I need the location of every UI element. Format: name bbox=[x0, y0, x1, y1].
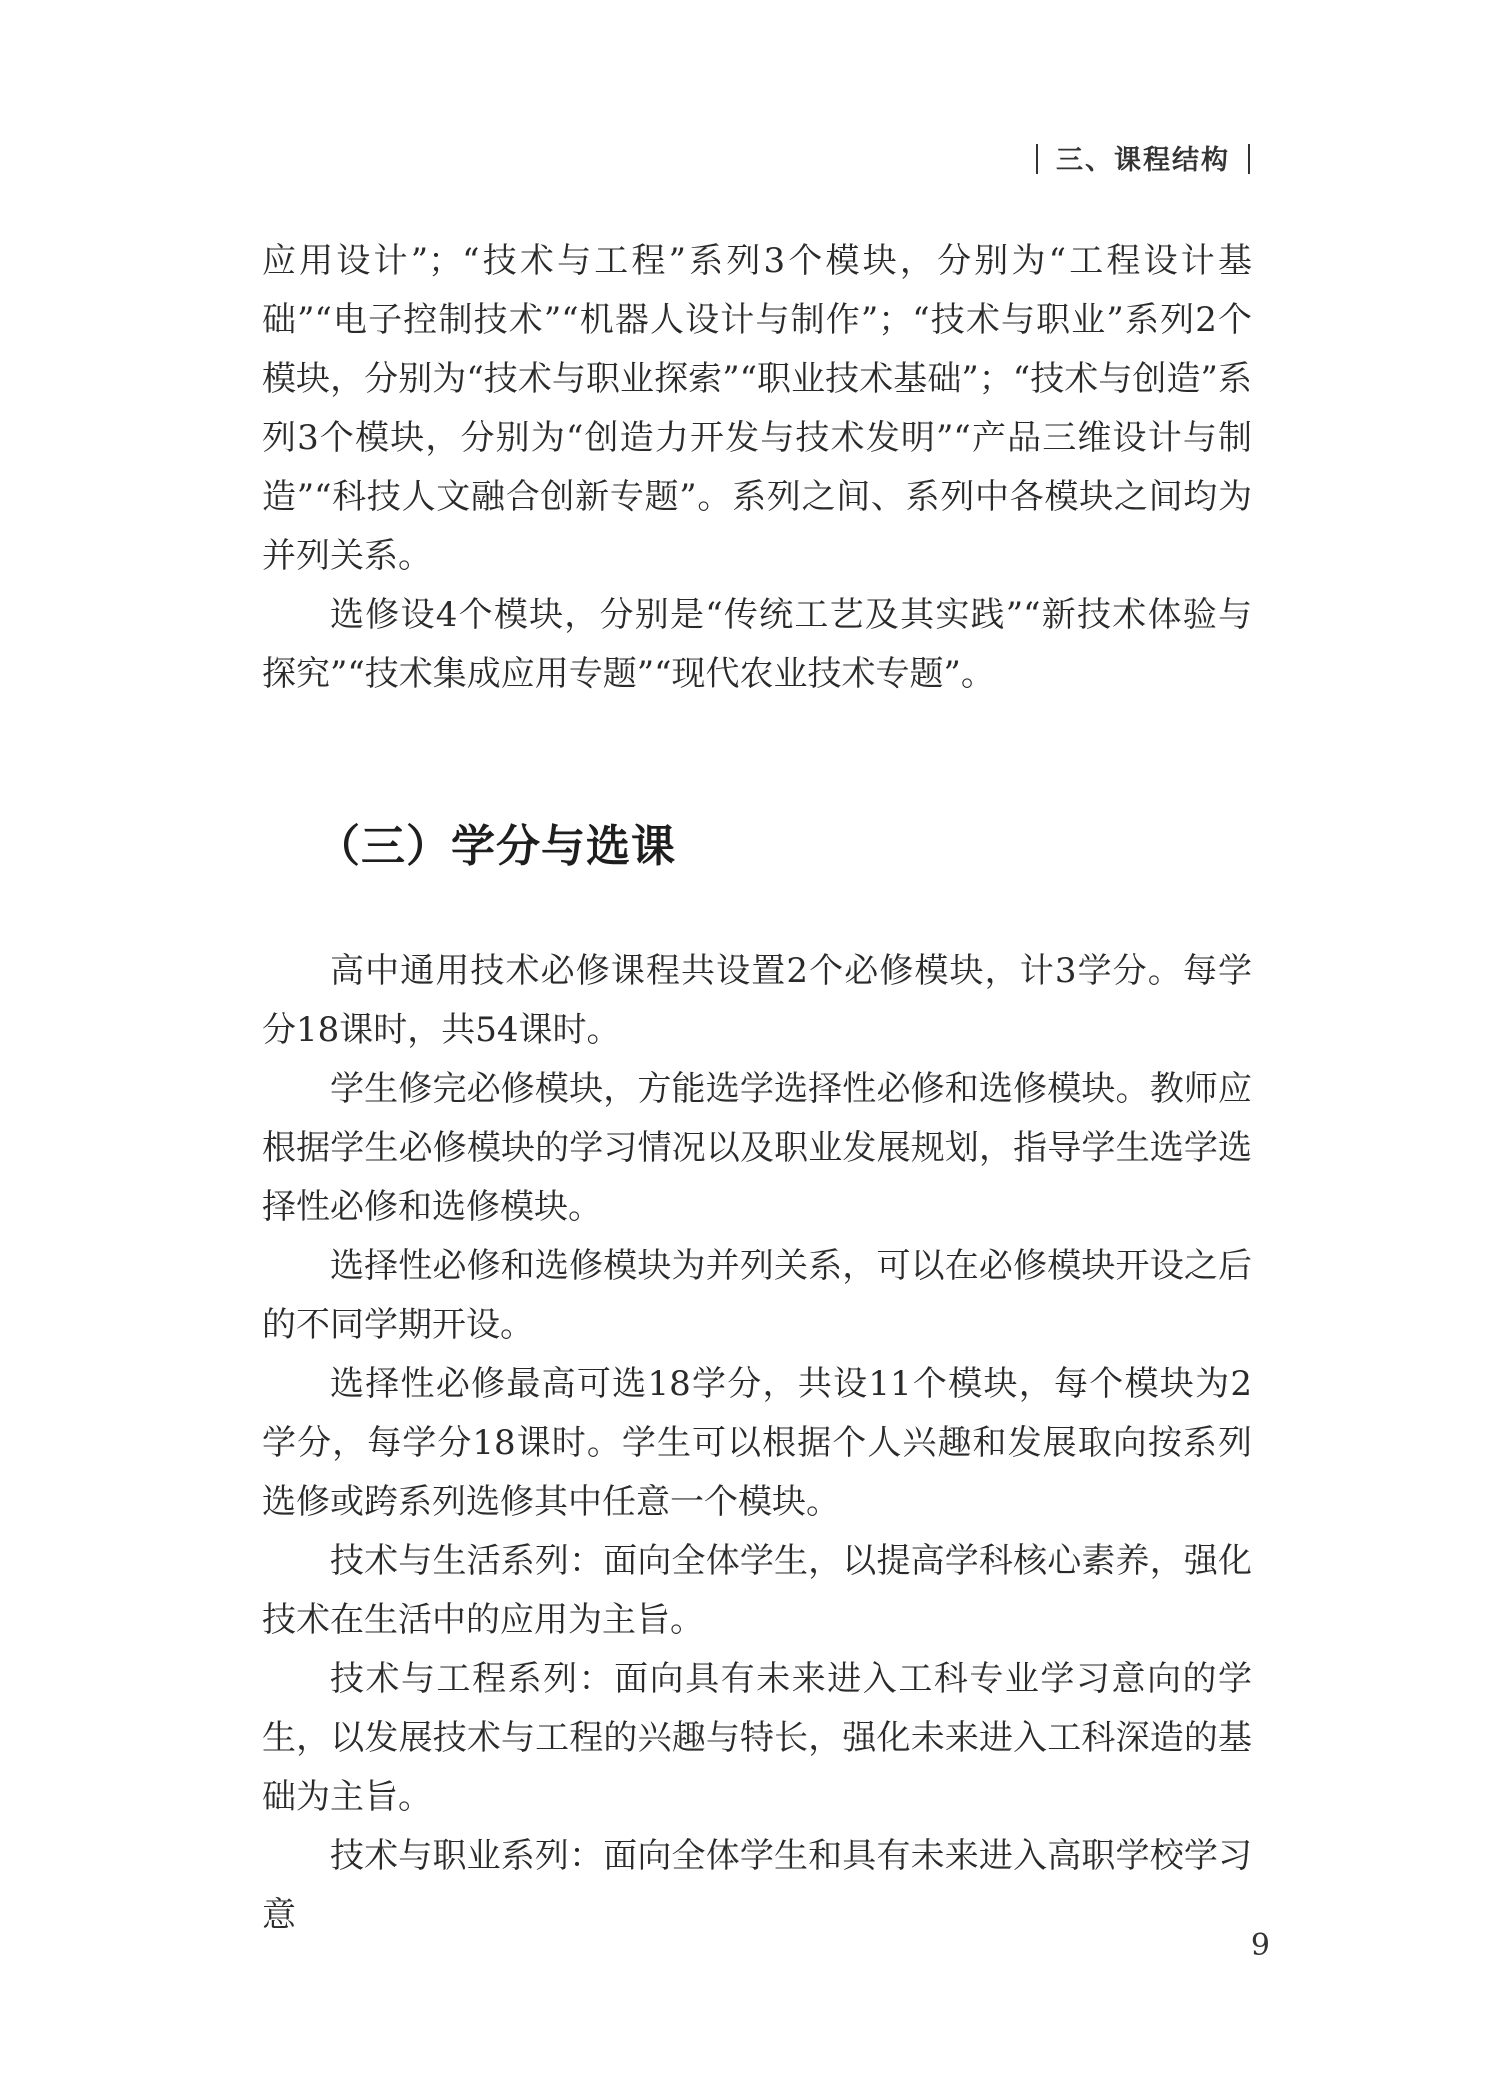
paragraph: 高中通用技术必修课程共设置2个必修模块，计3学分。每学分18课时，共54课时。 bbox=[262, 951, 1252, 1050]
paragraph: 选修设4个模块，分别是“传统工艺及其实践”“新技术体验与探究”“技术集成应用专题”“现代农业技术专题”。 bbox=[262, 595, 1252, 694]
paragraph: 学生修完必修模块，方能选学选择性必修和选修模块。教师应根据学生必修模块的学习情况以及职业发展规划，指导学生选学选择性必修和选修模块。 bbox=[262, 1069, 1252, 1227]
page-body bbox=[262, 232, 1252, 1945]
paragraph: 应用设计”；“技术与工程”系列3个模块，分别为“工程设计基础”“电子控制技术”“机器人设计与制作”；“技术与职业”系列2个模块，分别为“技术与职业探索”“职业技术基础”；“技术与创造”系列3个模块，分别为“创造力开发与技术发明”“产品三维设计与制造”“科技人文融合创新专题”。系列之间、系列中各模块之间均为并列关系。 bbox=[262, 241, 1252, 576]
running-title: 三、课程结构 bbox=[1056, 145, 1230, 176]
paragraph: 技术与生活系列：面向全体学生，以提高学科核心素养，强化技术在生活中的应用为主旨。 bbox=[262, 1541, 1252, 1640]
paragraph: 选择性必修和选修模块为并列关系，可以在必修模块开设之后的不同学期开设。 bbox=[262, 1246, 1252, 1345]
running-header bbox=[1018, 138, 1268, 177]
section-heading: （三）学分与选课 bbox=[316, 821, 676, 872]
paragraph: 选择性必修最高可选18学分，共设11个模块，每个模块为2学分，每学分18课时。学生可以根据个人兴趣和发展取向按系列选修或跨系列选修其中任意一个模块。 bbox=[262, 1364, 1252, 1522]
page-number: 9 bbox=[1250, 1928, 1270, 1963]
paragraph: 技术与工程系列：面向具有未来进入工科专业学习意向的学生，以发展技术与工程的兴趣与特长，强化未来进入工科深造的基础为主旨。 bbox=[262, 1659, 1252, 1817]
paragraph: 技术与职业系列：面向全体学生和具有未来进入高职学校学习意 bbox=[262, 1836, 1252, 1935]
header-right-rule bbox=[1248, 144, 1250, 174]
header-left-rule bbox=[1036, 144, 1038, 174]
